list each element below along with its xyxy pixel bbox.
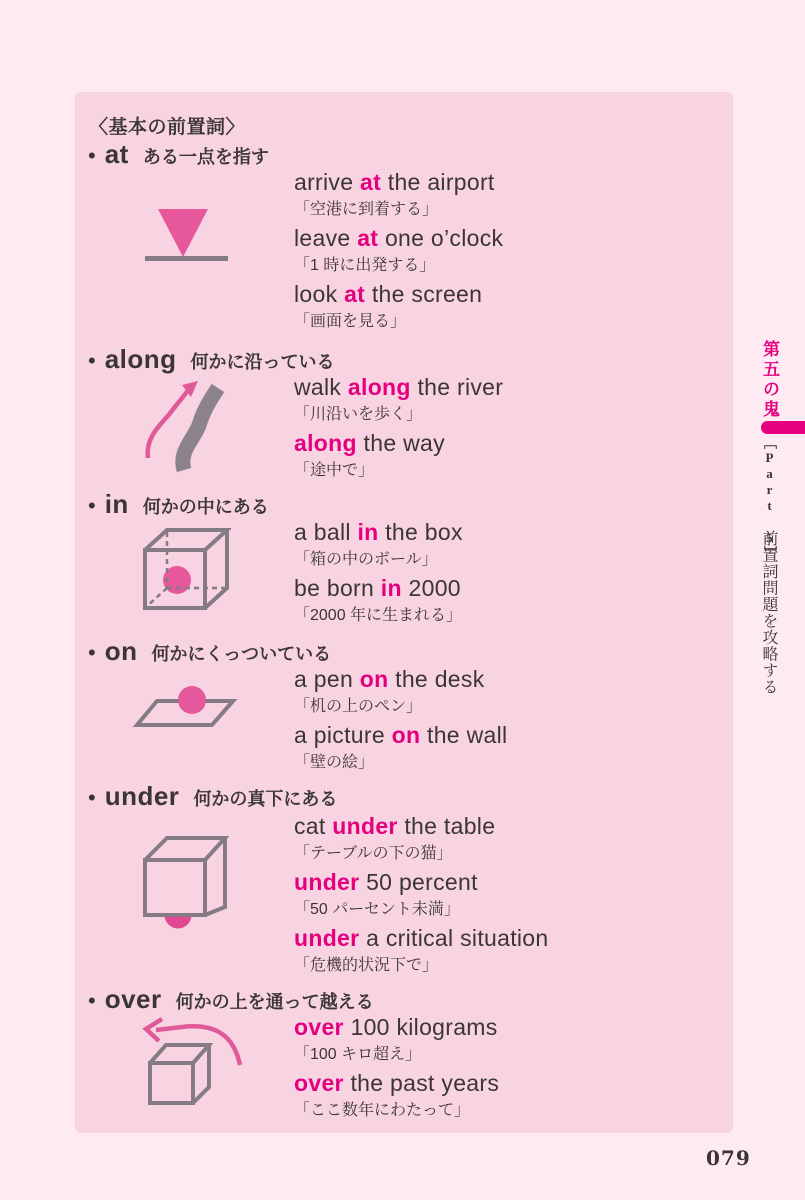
river-arrow-icon: [140, 378, 238, 474]
example-japanese: 「箱の中のボール」: [294, 551, 438, 568]
example-english: under 50 percent: [294, 869, 478, 895]
chapter-title: 前置詞問題を攻略する: [760, 530, 777, 695]
preposition-name: under: [104, 781, 180, 811]
arrow-over-box-icon: [140, 1012, 244, 1110]
example-english: arrive at the airport: [294, 169, 495, 195]
example-japanese: 「空港に到着する」: [294, 201, 439, 218]
example-japanese: 「ここ数年にわたって」: [294, 1102, 471, 1119]
example-english: leave at one o’clock: [294, 225, 504, 251]
ball-in-box-icon: [143, 528, 231, 614]
example-english: under a critical situation: [294, 925, 549, 951]
example-english: a pen on the desk: [294, 666, 485, 692]
example-japanese: 「危機的状況下で」: [294, 957, 439, 974]
bullet-icon: •: [88, 348, 96, 373]
preposition-description: 何かの上を通って越える: [175, 992, 374, 1012]
examples-on: [294, 665, 507, 777]
preposition-description: ある一点を指す: [142, 147, 269, 167]
example-english: look at the screen: [294, 281, 483, 307]
example-english: over the past years: [294, 1070, 500, 1096]
example-english: cat under the table: [294, 813, 496, 839]
example-japanese: 「テーブルの下の猫」: [294, 845, 453, 862]
preposition-description: 何かにくっついている: [151, 644, 332, 664]
example-japanese: 「川沿いを歩く」: [294, 406, 423, 423]
example-japanese: 「100 キロ超え」: [294, 1046, 422, 1063]
bullet-icon: •: [88, 785, 96, 810]
example-japanese: 「壁の絵」: [294, 754, 375, 771]
example-english: over 100 kilograms: [294, 1014, 498, 1040]
ball-on-plane-icon: [133, 684, 239, 732]
preposition-description: 何かに沿っている: [190, 352, 335, 372]
card-title: 〈基本の前置詞〉: [89, 117, 246, 138]
preposition-name: on: [104, 636, 138, 666]
example-english: a picture on the wall: [294, 722, 508, 748]
example-japanese: 「画面を見る」: [294, 313, 407, 330]
example-japanese: 「途中で」: [294, 462, 375, 479]
example-english: walk along the river: [294, 374, 504, 400]
bullet-icon: •: [88, 640, 96, 665]
example-japanese: 「2000 年に生まれる」: [294, 607, 463, 624]
part-label: ﹇Part 5﹈: [762, 436, 777, 560]
example-japanese: 「1 時に出発する」: [294, 257, 436, 274]
section-header-along: [88, 344, 335, 375]
preposition-name: over: [104, 984, 162, 1014]
bullet-icon: •: [88, 988, 96, 1013]
preposition-description: 何かの中にある: [142, 497, 269, 517]
bullet-icon: •: [88, 493, 96, 518]
examples-along: [294, 373, 503, 485]
section-header-under: [88, 781, 337, 812]
section-header-in: [88, 489, 269, 520]
chapter-badge: 第五の鬼: [760, 340, 779, 420]
sidebar-accent-bar: [761, 421, 805, 434]
prepositions-card: [75, 92, 733, 1133]
examples-over: [294, 1013, 499, 1125]
example-english: a ball in the box: [294, 519, 463, 545]
point-triangle-icon: [143, 205, 231, 263]
preposition-description: 何かの真下にある: [193, 789, 338, 809]
example-english: along the way: [294, 430, 445, 456]
bullet-icon: •: [88, 143, 96, 168]
ball-under-box-icon: [143, 836, 231, 934]
examples-in: [294, 518, 463, 630]
example-english: be born in 2000: [294, 575, 461, 601]
section-header-over: [88, 984, 374, 1015]
page-number: 079: [706, 1146, 751, 1170]
example-japanese: 「50 パーセント未満」: [294, 901, 460, 918]
examples-at: [294, 168, 503, 336]
example-japanese: 「机の上のペン」: [294, 698, 423, 715]
preposition-name: in: [104, 489, 129, 519]
section-header-on: [88, 636, 331, 667]
examples-under: [294, 812, 549, 980]
preposition-name: at: [104, 139, 129, 169]
preposition-name: along: [104, 344, 177, 374]
section-header-at: [88, 139, 269, 170]
